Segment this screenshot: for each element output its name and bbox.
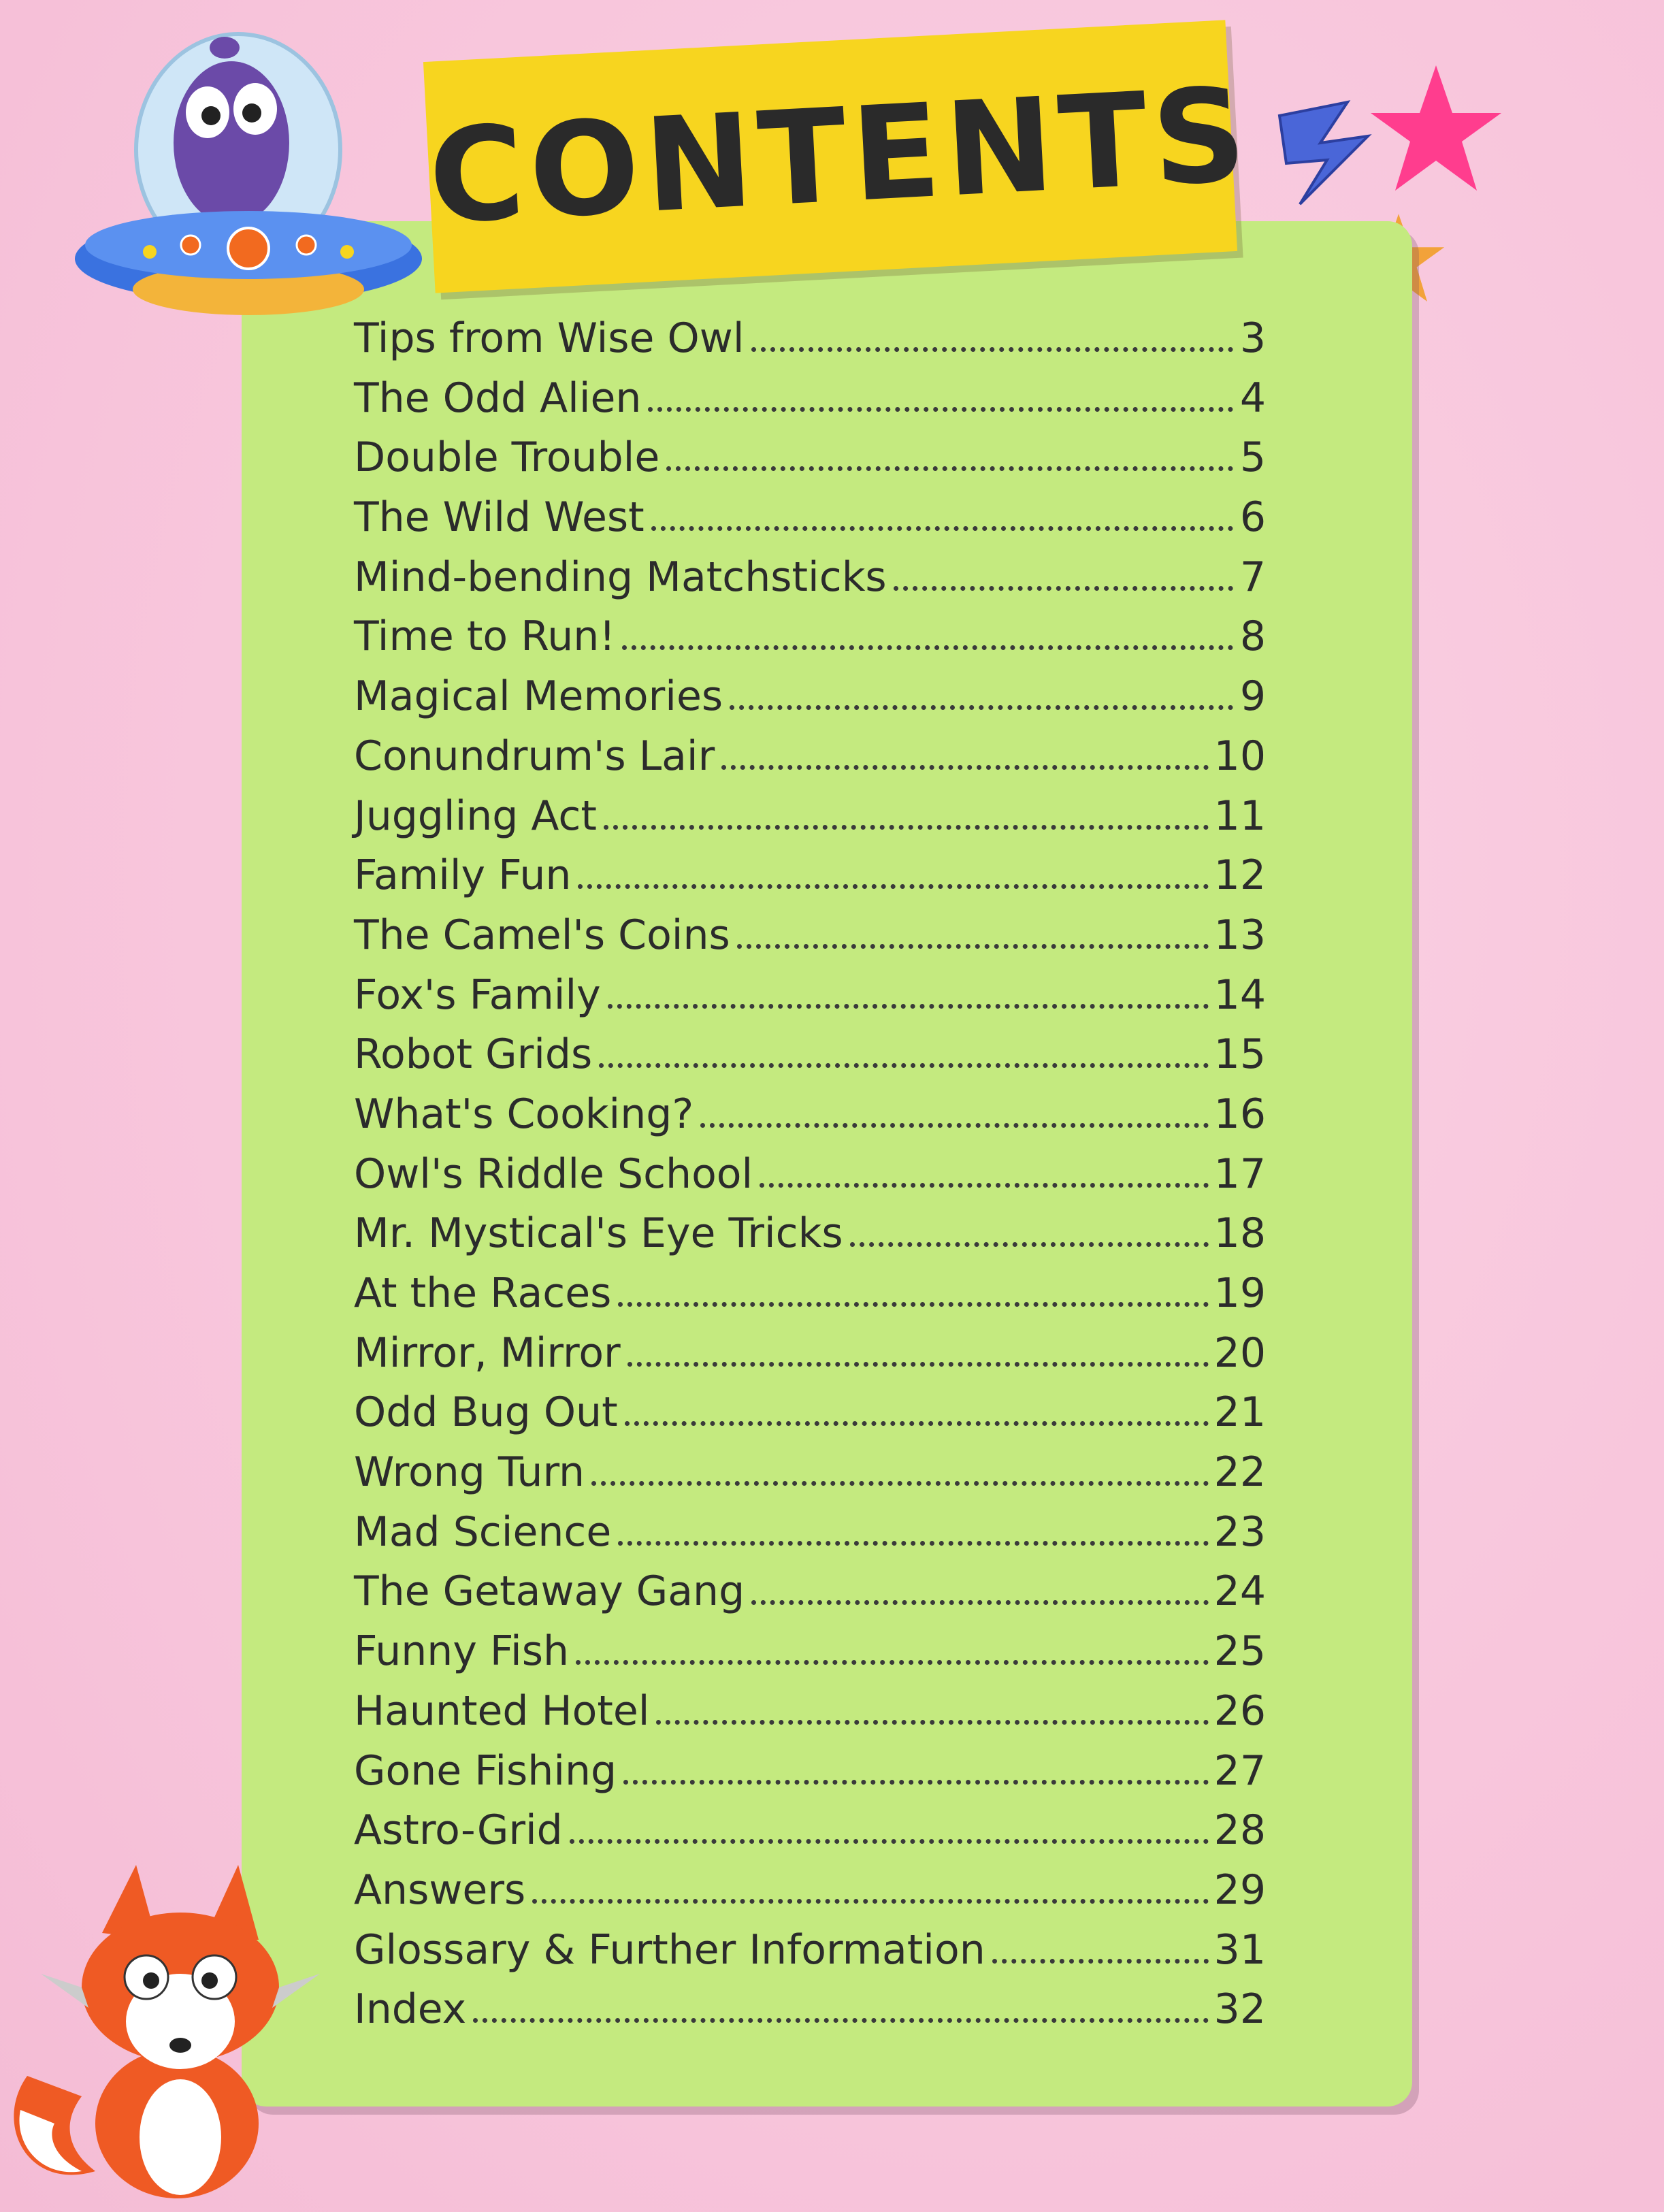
toc-entry-page-number: 9: [1239, 672, 1266, 721]
toc-entry: [354, 1806, 1266, 1866]
toc-entry: [354, 1627, 1266, 1687]
toc-entry-page-number: 14: [1213, 971, 1266, 1019]
toc-entry-page-number: 4: [1239, 374, 1266, 422]
toc-entry-title: Magical Memories: [354, 672, 723, 721]
toc-entry: [354, 851, 1266, 911]
toc-entry-title: Astro-Grid: [354, 1806, 563, 1855]
toc-entry-page-number: 21: [1213, 1388, 1266, 1437]
toc-entry: [354, 434, 1266, 493]
toc-entry: [354, 1329, 1266, 1389]
toc-entry-title: Juggling Act: [354, 792, 597, 840]
table-of-contents: [354, 314, 1266, 2045]
toc-entry-title: Index: [354, 1985, 467, 2034]
toc-entry-page-number: 29: [1213, 1866, 1266, 1914]
dot-leader: [618, 1302, 1208, 1307]
toc-entry-page-number: 24: [1213, 1567, 1266, 1616]
toc-entry: [354, 971, 1266, 1031]
dot-leader: [760, 1183, 1208, 1188]
toc-entry: [354, 911, 1266, 971]
toc-entry: [354, 1448, 1266, 1508]
toc-entry-page-number: 20: [1213, 1329, 1266, 1377]
toc-entry-title: Mr. Mystical's Eye Tricks: [354, 1209, 843, 1258]
toc-entry: [354, 613, 1266, 672]
toc-entry-page-number: 23: [1213, 1508, 1266, 1556]
dot-leader: [737, 944, 1209, 949]
dot-leader: [618, 1541, 1208, 1546]
toc-entry-page-number: 25: [1213, 1627, 1266, 1676]
dot-leader: [591, 1481, 1209, 1486]
toc-entry-page-number: 19: [1213, 1269, 1266, 1317]
dot-leader: [850, 1242, 1209, 1247]
dot-leader: [751, 347, 1234, 352]
title-banner: [423, 20, 1255, 293]
toc-entry-page-number: 31: [1213, 1925, 1266, 1974]
dot-leader: [625, 1421, 1209, 1426]
dot-leader: [894, 586, 1233, 591]
toc-entry-title: Double Trouble: [354, 434, 660, 482]
dot-leader: [651, 526, 1233, 531]
toc-entry-page-number: 22: [1213, 1448, 1266, 1497]
toc-entry-page-number: 16: [1213, 1090, 1266, 1138]
toc-entry-title: Owl's Riddle School: [354, 1150, 753, 1198]
toc-entry-title: The Odd Alien: [354, 374, 642, 422]
dot-leader: [730, 705, 1233, 710]
toc-entry-title: Family Fun: [354, 851, 572, 900]
dot-leader: [608, 1004, 1209, 1009]
toc-entry-title: Haunted Hotel: [354, 1687, 650, 1735]
toc-entry-title: Mirror, Mirror: [354, 1329, 621, 1377]
toc-entry: [354, 1209, 1266, 1269]
toc-entry-page-number: 11: [1213, 792, 1266, 840]
toc-entry-page-number: 10: [1213, 732, 1266, 780]
dot-leader: [473, 2018, 1208, 2023]
toc-entry-title: Wrong Turn: [354, 1448, 585, 1497]
toc-entry: [354, 732, 1266, 792]
toc-entry: [354, 1567, 1266, 1627]
toc-entry-page-number: 3: [1239, 314, 1266, 362]
toc-entry-title: Tips from Wise Owl: [354, 314, 745, 362]
dot-leader: [751, 1600, 1208, 1605]
toc-entry-page-number: 26: [1213, 1687, 1266, 1735]
toc-entry-page-number: 8: [1239, 613, 1266, 661]
toc-entry: [354, 1926, 1266, 1986]
toc-entry: [354, 1388, 1266, 1448]
toc-entry-title: Conundrum's Lair: [354, 732, 715, 780]
toc-entry: [354, 1150, 1266, 1210]
toc-entry-page-number: 13: [1213, 911, 1266, 959]
fox-icon: [0, 1851, 320, 2198]
toc-entry-title: Mind-bending Matchsticks: [354, 553, 887, 601]
toc-entry-page-number: 12: [1213, 851, 1266, 900]
toc-entry: [354, 1508, 1266, 1568]
toc-entry-page-number: 27: [1213, 1746, 1266, 1795]
dot-leader: [623, 1780, 1209, 1785]
toc-entry-page-number: 18: [1213, 1209, 1266, 1258]
toc-entry-title: Time to Run!: [354, 613, 616, 661]
toc-entry-title: Answers: [354, 1866, 526, 1914]
pink-star-icon: [1368, 61, 1504, 197]
dot-leader: [599, 1063, 1208, 1068]
toc-entry-page-number: 28: [1213, 1806, 1266, 1855]
toc-entry: [354, 792, 1266, 852]
dot-leader: [576, 1660, 1209, 1665]
toc-entry-title: Funny Fish: [354, 1627, 569, 1676]
toc-entry-title: Odd Bug Out: [354, 1388, 618, 1437]
toc-entry-title: Mad Science: [354, 1508, 612, 1556]
dot-leader: [578, 884, 1208, 889]
toc-entry: [354, 1866, 1266, 1926]
toc-entry-title: At the Races: [354, 1269, 612, 1317]
toc-entry-page-number: 32: [1213, 1985, 1266, 2034]
toc-entry-page-number: 7: [1239, 553, 1266, 601]
toc-entry-title: What's Cooking?: [354, 1090, 694, 1138]
dot-leader: [700, 1123, 1208, 1128]
lightning-bolt-icon: [1273, 95, 1375, 211]
toc-entry-page-number: 6: [1239, 493, 1266, 542]
toc-entry: [354, 1985, 1266, 2045]
toc-entry-page-number: 17: [1213, 1150, 1266, 1198]
toc-entry-page-number: 5: [1239, 434, 1266, 482]
toc-entry-title: The Wild West: [354, 493, 645, 542]
dot-leader: [627, 1362, 1209, 1367]
dot-leader: [570, 1839, 1209, 1844]
toc-entry: [354, 553, 1266, 613]
toc-entry: [354, 1269, 1266, 1329]
toc-entry: [354, 1090, 1266, 1150]
toc-entry: [354, 493, 1266, 553]
toc-entry-title: The Getaway Gang: [354, 1567, 745, 1616]
dot-leader: [666, 466, 1233, 471]
toc-entry: [354, 672, 1266, 732]
alien-spaceship-icon: [68, 14, 449, 340]
toc-entry-title: The Camel's Coins: [354, 911, 730, 959]
toc-entry-title: Gone Fishing: [354, 1746, 617, 1795]
toc-entry-title: Robot Grids: [354, 1030, 593, 1079]
dot-leader: [656, 1720, 1208, 1725]
toc-entry: [354, 1747, 1266, 1807]
dot-leader: [532, 1899, 1208, 1904]
page-title: CONTENTS: [425, 59, 1255, 253]
dot-leader: [721, 765, 1208, 770]
dot-leader: [648, 407, 1233, 412]
toc-entry-title: Fox's Family: [354, 971, 601, 1019]
toc-entry-page-number: 15: [1213, 1030, 1266, 1079]
toc-entry-title: Glossary & Further Information: [354, 1925, 985, 1974]
dot-leader: [622, 645, 1233, 650]
toc-entry: [354, 374, 1266, 434]
toc-entry: [354, 1687, 1266, 1747]
toc-entry: [354, 1030, 1266, 1090]
dot-leader: [604, 825, 1209, 830]
toc-entry: [354, 314, 1266, 374]
dot-leader: [992, 1959, 1209, 1964]
